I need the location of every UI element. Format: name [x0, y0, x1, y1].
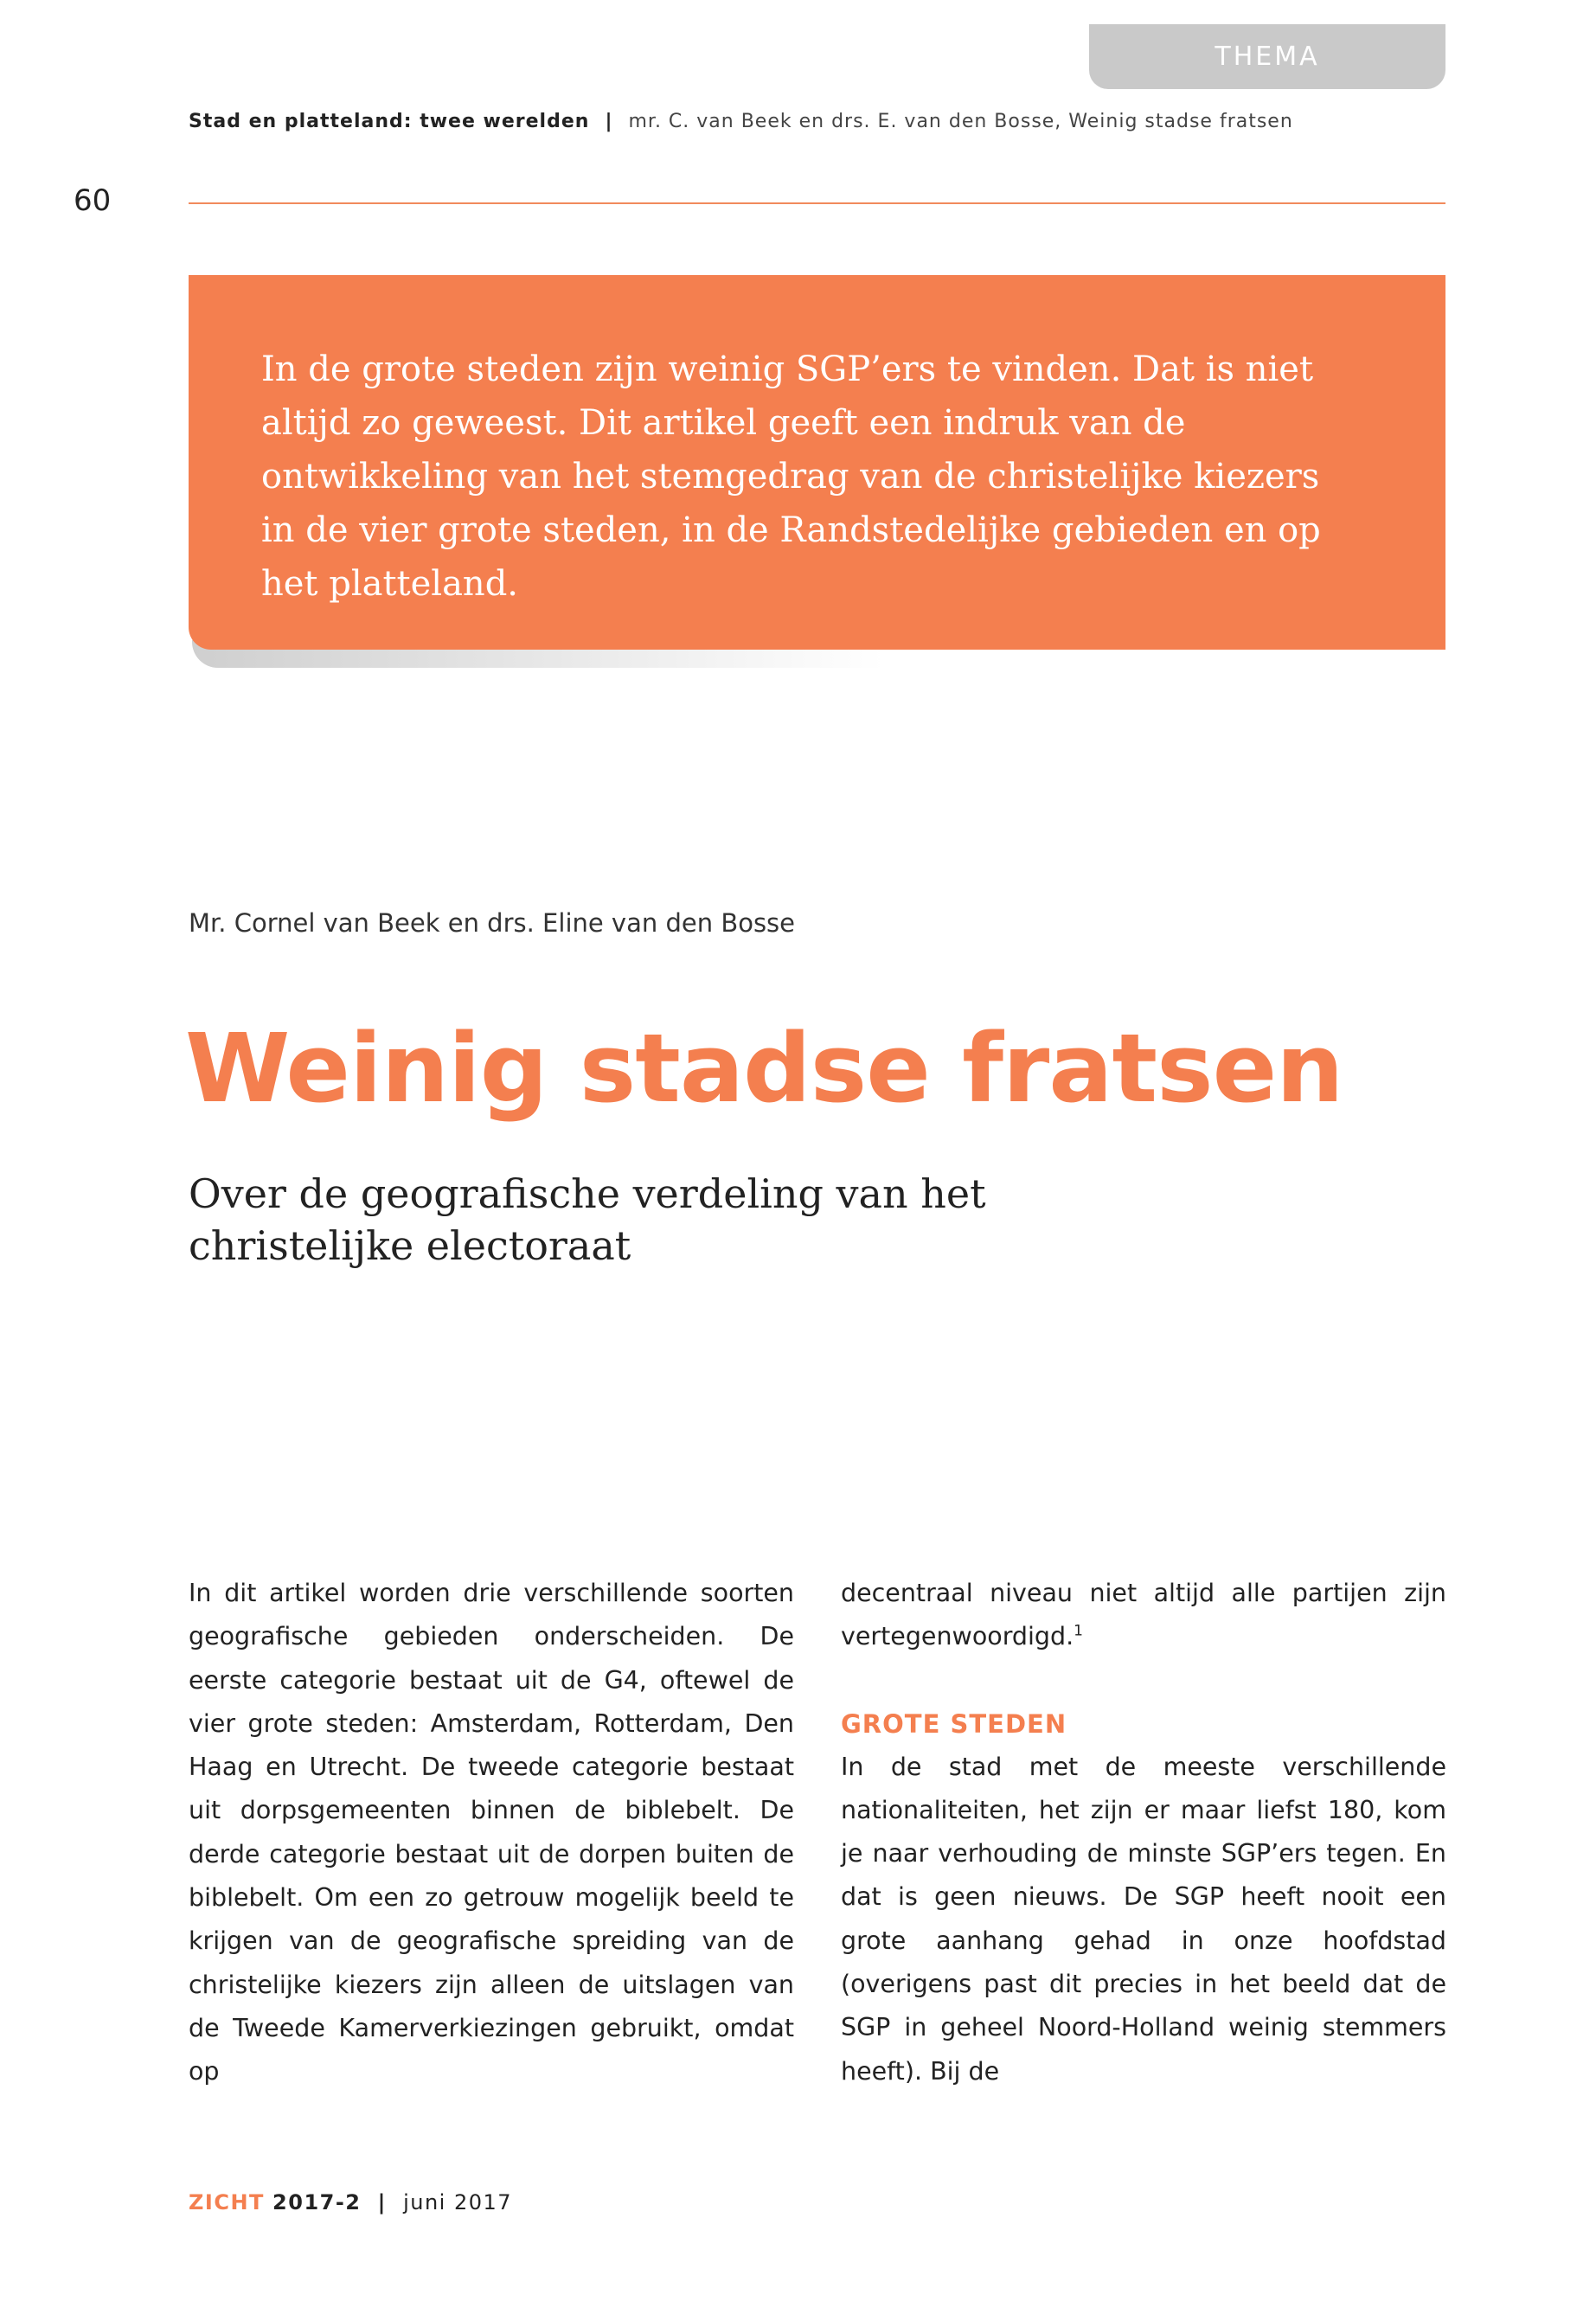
body-paragraph-right-intro-text: decentraal niveau niet altijd alle partijen zijn vertegenwoordigd.: [841, 1579, 1446, 1651]
footer-date: juni 2017: [403, 2190, 513, 2214]
header-divider: [189, 202, 1445, 204]
body-paragraph-left: In dit artikel worden drie verschillende soorten geografische gebieden onderscheiden. De eerste categorie bestaat uit de G4, oftewel de vier grote steden: Amsterdam, Rotterdam, Den Haag en Utrecht. De tweede categorie bestaat uit dorpsgemeenten binnen de biblebelt. De derde categorie bestaat uit de dorpen buiten de biblebelt. Om een zo getrouw mogelijk beeld te krijgen van de geografische spreiding van de christelijke kiezers zijn alleen de uitslagen van de Tweede Kamerverkiezingen gebruikt, omdat op: [189, 1579, 794, 2086]
footnote-reference[interactable]: 1: [1074, 1622, 1083, 1640]
running-head-section: Stad en platteland: twee werelden: [189, 111, 590, 132]
body-paragraph-right-intro: [841, 1572, 1446, 1659]
article-byline: Mr. Cornel van Beek en drs. Eline van den Bosse: [189, 908, 796, 938]
footer-issue: 2017-2: [272, 2190, 362, 2214]
article-subtitle: Over de geografische verdeling van het christelijke electoraat: [189, 1170, 986, 1269]
footer-magazine: ZICHT: [189, 2190, 265, 2214]
body-paragraph-right: In de stad met de meeste verschillende nationaliteiten, het zijn er maar liefst 180, kom je naar verhouding de minste SGP’ers tegen. En dat is geen nieuws. De SGP heeft nooit een grote aanhang gehad in onze hoofdstad (overigens past dit precies in het beeld dat de SGP in geheel Noord-Holland weinig stemmers heeft). Bij de: [841, 1752, 1446, 2086]
running-head-authors: mr. C. van Beek en drs. E. van den Bosse, Weinig stadse fratsen: [628, 111, 1293, 132]
page-number: 60: [74, 183, 112, 218]
intro-text: In de grote steden zijn weinig SGP’ers te vinden. Dat is niet altijd zo geweest. Dit artikel geeft een indruk van de ontwikkeling van het stemgedrag van de christelijke kiezers in de vier grote steden, in de Randstedelijke gebieden en op het platteland.: [261, 349, 1321, 604]
body-column-right: [841, 1572, 1446, 2093]
footer: [189, 2190, 512, 2214]
article-title: Weinig stadse fratsen: [185, 1013, 1343, 1124]
running-head: [189, 111, 1293, 132]
running-head-separator: |: [605, 111, 613, 132]
body-column-left: [189, 1572, 794, 2094]
intro-box: [189, 275, 1445, 650]
footer-separator: |: [377, 2190, 387, 2214]
thema-tab: THEMA: [1089, 24, 1445, 89]
section-heading: GROTE STEDEN: [841, 1708, 1067, 1739]
